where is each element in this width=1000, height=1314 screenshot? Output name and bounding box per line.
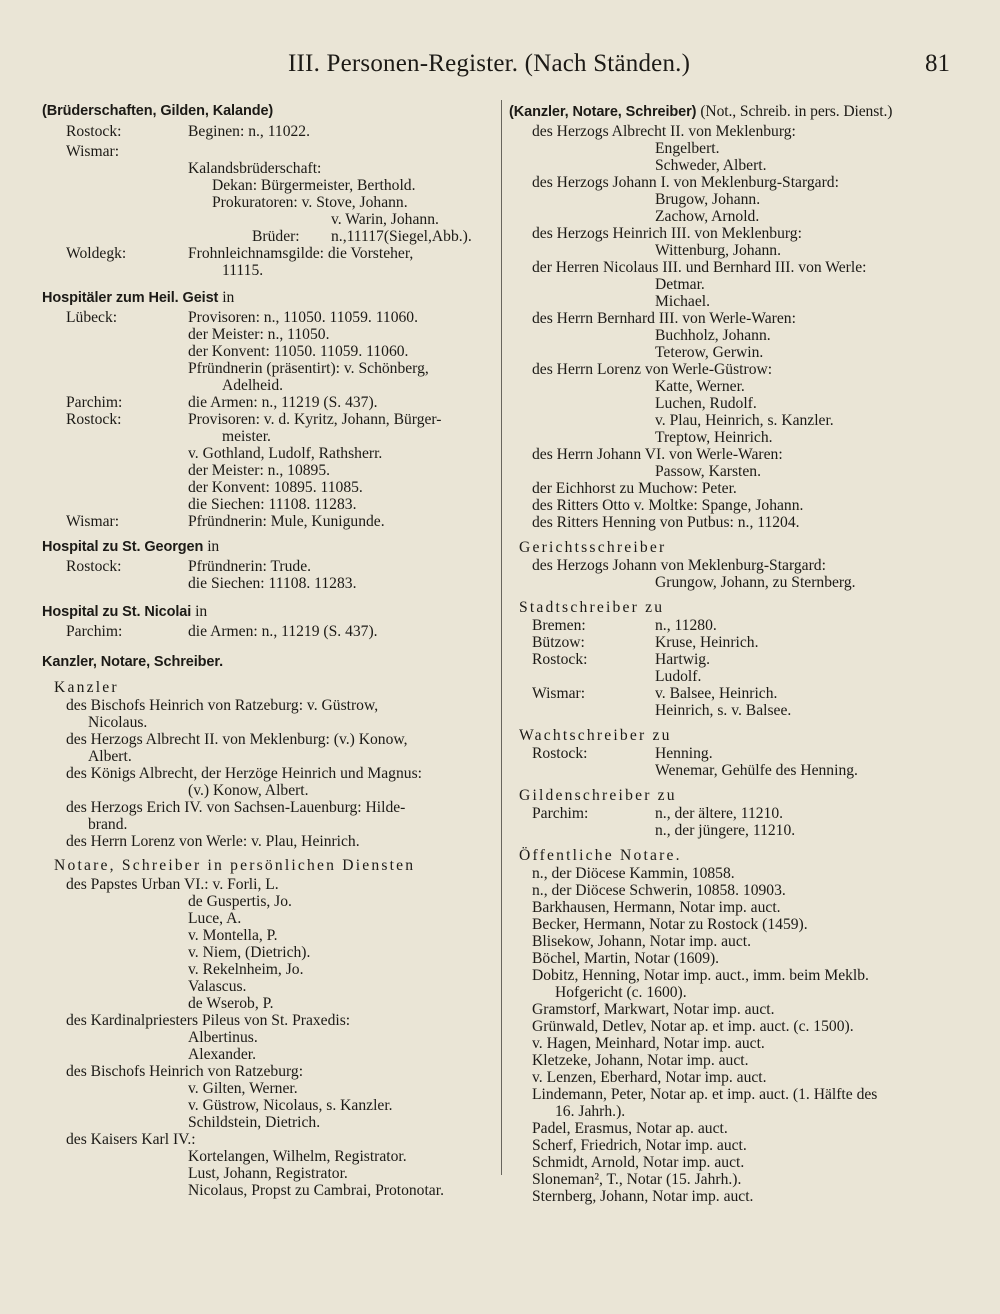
entry-text: der Konvent: 11050. 11059. 11060.: [188, 343, 409, 360]
entry-text: Pfründnerin: Mule, Kunigunde.: [188, 513, 385, 530]
entry-text: des Herzogs Albrecht II. von Meklenburg:: [532, 123, 796, 140]
entry-text: v. Niem, (Dietrich).: [188, 944, 311, 961]
entry-text: Gramstorf, Markwart, Notar imp. auct.: [532, 1001, 775, 1018]
entry-text: des Herrn Johann VI. von Werle-Waren:: [532, 446, 783, 463]
place-label: Rostock:: [532, 745, 588, 762]
entry-text: n., der Diöcese Kammin, 10858.: [532, 865, 735, 882]
entry-text: Kortelangen, Wilhelm, Registrator.: [188, 1148, 407, 1165]
entry-text: Lust, Johann, Registrator.: [188, 1165, 348, 1182]
entry-text: die Siechen: 11108. 11283.: [188, 575, 357, 592]
entry-text: Teterow, Gerwin.: [655, 344, 764, 361]
entry-text: Engelbert.: [655, 140, 720, 157]
entry-text: des Herzogs Heinrich III. von Meklenburg:: [532, 225, 802, 242]
heading-text: Hospital zu St. Georgen: [42, 539, 204, 555]
entry-text: des Herrn Lorenz von Werle: v. Plau, Heinrich.: [66, 833, 360, 850]
entry-text: des Herrn Bernhard III. von Werle-Waren:: [532, 310, 796, 327]
entry-text: Ludolf.: [655, 668, 702, 685]
entry-text: v. Gilten, Werner.: [188, 1080, 298, 1097]
place-label: Woldegk:: [66, 245, 127, 262]
entry-text: Schmidt, Arnold, Notar imp. auct.: [532, 1154, 745, 1171]
entry-text: des Herzogs Erich IV. von Sachsen-Lauenburg: Hilde-: [66, 799, 406, 816]
subsection-heading: Kanzler: [54, 679, 119, 696]
entry-text: Barkhausen, Hermann, Notar imp. auct.: [532, 899, 781, 916]
entry-text: Dobitz, Henning, Notar imp. auct., imm. beim Meklb.: [532, 967, 869, 984]
entry-text: Albert.: [88, 748, 132, 765]
place-label: Rostock:: [66, 123, 122, 140]
entry-text: n.,11117(Siegel,Abb.).: [331, 228, 472, 245]
entry-text: Wenemar, Gehülfe des Henning.: [655, 762, 858, 779]
entry-text: Hofgericht (c. 1600).: [555, 984, 687, 1001]
entry-text: Schweder, Albert.: [655, 157, 767, 174]
entry-text: des Kardinalpriesters Pileus von St. Praxedis:: [66, 1012, 351, 1029]
heading-text: Hospital zu St. Nicolai: [42, 604, 192, 620]
entry-text: Sloneman², T., Notar (15. Jahrh.).: [532, 1171, 742, 1188]
entry-text: n., 11280.: [655, 617, 717, 634]
entry-text: Adelheid.: [222, 377, 284, 394]
place-label: Parchim:: [66, 623, 123, 640]
section-heading: (Brüderschaften, Gilden, Kalande): [42, 103, 274, 119]
place-label: Rostock:: [66, 558, 122, 575]
entry-text: Michael.: [655, 293, 710, 310]
subsection-heading: Öffentliche Notare.: [519, 847, 682, 864]
entry-text: v. Gothland, Ludolf, Rathsherr.: [188, 445, 383, 462]
entry-text: Luce, A.: [188, 910, 242, 927]
entry-text: Valascus.: [188, 978, 247, 995]
entry-text: Provisoren: v. d. Kyritz, Johann, Bürger-: [188, 411, 442, 428]
subsection-heading: Stadtschreiber zu: [519, 599, 665, 616]
section-heading: [42, 538, 219, 555]
entry-text: de Guspertis, Jo.: [188, 893, 292, 910]
entry-text: des Herrn Lorenz von Werle-Güstrow:: [532, 361, 773, 378]
entry-text: des Kaisers Karl IV.:: [66, 1131, 196, 1148]
place-label: Wismar:: [532, 685, 586, 702]
entry-text: v. Montella, P.: [188, 927, 278, 944]
entry-text: Pfründnerin: Trude.: [188, 558, 312, 575]
entry-text: Frohnleichnamsgilde: die Vorsteher,: [188, 245, 414, 262]
entry-text: der Meister: n., 11050.: [188, 326, 330, 343]
entry-text: Beginen: n., 11022.: [188, 123, 310, 140]
entry-text: v. Güstrow, Nicolaus, s. Kanzler.: [188, 1097, 393, 1114]
heading-suffix: in: [195, 603, 208, 620]
entry-text: Brugow, Johann.: [655, 191, 761, 208]
entry-text: des Herzogs Johann von Meklenburg-Stargard:: [532, 557, 826, 574]
entry-text: v. Hagen, Meinhard, Notar imp. auct.: [532, 1035, 765, 1052]
entry-text: Scherf, Friedrich, Notar imp. auct.: [532, 1137, 747, 1154]
heading-suffix: (Not., Schreib. in pers. Dienst.): [700, 103, 893, 120]
entry-text: des Ritters Henning von Putbus: n., 11204.: [532, 514, 800, 531]
entry-text: des Königs Albrecht, der Herzöge Heinrich und Magnus:: [66, 765, 422, 782]
entry-text: Grünwald, Detlev, Notar ap. et imp. auct. (c. 1500).: [532, 1018, 854, 1035]
column-divider: [501, 100, 502, 1175]
entry-text: Buchholz, Johann.: [655, 327, 771, 344]
entry-text: v. Balsee, Heinrich.: [655, 685, 778, 702]
place-label: Lübeck:: [66, 309, 118, 326]
entry-text: Wittenburg, Johann.: [655, 242, 781, 259]
section-heading: [42, 603, 207, 620]
entry-text: v. Plau, Heinrich, s. Kanzler.: [655, 412, 834, 429]
entry-text: die Armen: n., 11219 (S. 437).: [188, 394, 378, 411]
entry-text: der Herren Nicolaus III. und Bernhard III. von Werle:: [532, 259, 867, 276]
place-label: Bremen:: [532, 617, 586, 634]
entry-text: meister.: [222, 428, 271, 445]
page-header: [0, 50, 1000, 80]
entry-text: v. Warin, Johann.: [331, 211, 439, 228]
entry-text: Luchen, Rudolf.: [655, 395, 757, 412]
entry-text: Hartwig.: [655, 651, 710, 668]
place-label: Parchim:: [532, 805, 589, 822]
subsection-heading: Gildenschreiber zu: [519, 787, 677, 804]
entry-text: Treptow, Heinrich.: [655, 429, 773, 446]
entry-text: des Herzogs Albrecht II. von Meklenburg: (v.) Konow,: [66, 731, 408, 748]
page-title: III. Personen-Register. (Nach Ständen.): [288, 50, 691, 77]
entry-text: Henning.: [655, 745, 713, 762]
entry-text: Prokuratoren: v. Stove, Johann.: [212, 194, 408, 211]
entry-text: Schildstein, Dietrich.: [188, 1114, 321, 1131]
heading-suffix: in: [207, 538, 220, 555]
place-label: Rostock:: [532, 651, 588, 668]
entry-text: Sternberg, Johann, Notar imp. auct.: [532, 1188, 754, 1205]
entry-text: 16. Jahrh.).: [555, 1103, 626, 1120]
entry-text: die Armen: n., 11219 (S. 437).: [188, 623, 378, 640]
entry-text: n., der ältere, 11210.: [655, 805, 784, 822]
entry-label: Brüder:: [252, 228, 300, 245]
entry-text: die Siechen: 11108. 11283.: [188, 496, 357, 513]
entry-text: Grungow, Johann, zu Sternberg.: [655, 574, 856, 591]
entry-text: der Eichhorst zu Muchow: Peter.: [532, 480, 737, 497]
entry-text: de Wserob, P.: [188, 995, 274, 1012]
entry-text: Zachow, Arnold.: [655, 208, 760, 225]
heading-suffix: in: [222, 289, 235, 306]
entry-text: Kletzeke, Johann, Notar imp. auct.: [532, 1052, 749, 1069]
entry-text: v. Rekelnheim, Jo.: [188, 961, 304, 978]
entry-text: Passow, Karsten.: [655, 463, 761, 480]
entry-text: Provisoren: n., 11050. 11059. 11060.: [188, 309, 418, 326]
section-heading: [509, 103, 892, 120]
heading-text: (Kanzler, Notare, Schreiber): [509, 104, 697, 120]
entry-text: Albertinus.: [188, 1029, 258, 1046]
entry-text: Nicolaus, Propst zu Cambrai, Protonotar.: [188, 1182, 444, 1199]
entry-text: der Meister: n., 10895.: [188, 462, 331, 479]
entry-text: Dekan: Bürgermeister, Berthold.: [212, 177, 416, 194]
entry-text: n., der jüngere, 11210.: [655, 822, 796, 839]
entry-text: n., der Diöcese Schwerin, 10858. 10903.: [532, 882, 786, 899]
entry-text: brand.: [88, 816, 128, 833]
entry-text: Nicolaus.: [88, 714, 148, 731]
entry-text: (v.) Konow, Albert.: [188, 782, 309, 799]
place-label: Wismar:: [66, 143, 120, 160]
entry-text: Pfründnerin (präsentirt): v. Schönberg,: [188, 360, 429, 377]
entry-text: des Bischofs Heinrich von Ratzeburg:: [66, 1063, 304, 1080]
heading-text: Hospitäler zum Heil. Geist: [42, 290, 219, 306]
entry-text: der Konvent: 10895. 11085.: [188, 479, 363, 496]
place-label: Parchim:: [66, 394, 123, 411]
entry-text: Alexander.: [188, 1046, 256, 1063]
page-number: 81: [925, 50, 950, 77]
entry-text: Kalandsbrüderschaft:: [188, 160, 322, 177]
subsection-heading: Wachtschreiber zu: [519, 727, 672, 744]
entry-text: des Bischofs Heinrich von Ratzeburg: v. Güstrow,: [66, 697, 379, 714]
entry-text: Padel, Erasmus, Notar ap. auct.: [532, 1120, 728, 1137]
place-label: Bützow:: [532, 634, 585, 651]
entry-text: des Ritters Otto v. Moltke: Spange, Johann.: [532, 497, 804, 514]
subsection-heading: Gerichtsschreiber: [519, 539, 667, 556]
entry-text: v. Lenzen, Eberhard, Notar imp. auct.: [532, 1069, 767, 1086]
subsection-heading: Notare, Schreiber in persönlichen Diensten: [54, 857, 416, 874]
entry-text: Lindemann, Peter, Notar ap. et imp. auct. (1. Hälfte des: [532, 1086, 878, 1103]
section-heading: Kanzler, Notare, Schreiber.: [42, 654, 224, 670]
entry-text: Heinrich, s. v. Balsee.: [655, 702, 792, 719]
entry-text: Becker, Hermann, Notar zu Rostock (1459).: [532, 916, 808, 933]
place-label: Rostock:: [66, 411, 122, 428]
entry-text: Blisekow, Johann, Notar imp. auct.: [532, 933, 751, 950]
place-label: Wismar:: [66, 513, 120, 530]
entry-text: Detmar.: [655, 276, 705, 293]
entry-text: Kruse, Heinrich.: [655, 634, 759, 651]
entry-text: Katte, Werner.: [655, 378, 745, 395]
section-heading: [42, 289, 234, 306]
entry-text: des Herzogs Johann I. von Meklenburg-Stargard:: [532, 174, 839, 191]
entry-text: des Papstes Urban VI.: v. Forli, L.: [66, 876, 279, 893]
entry-text: Böchel, Martin, Notar (1609).: [532, 950, 720, 967]
entry-text: 11115.: [222, 262, 264, 279]
